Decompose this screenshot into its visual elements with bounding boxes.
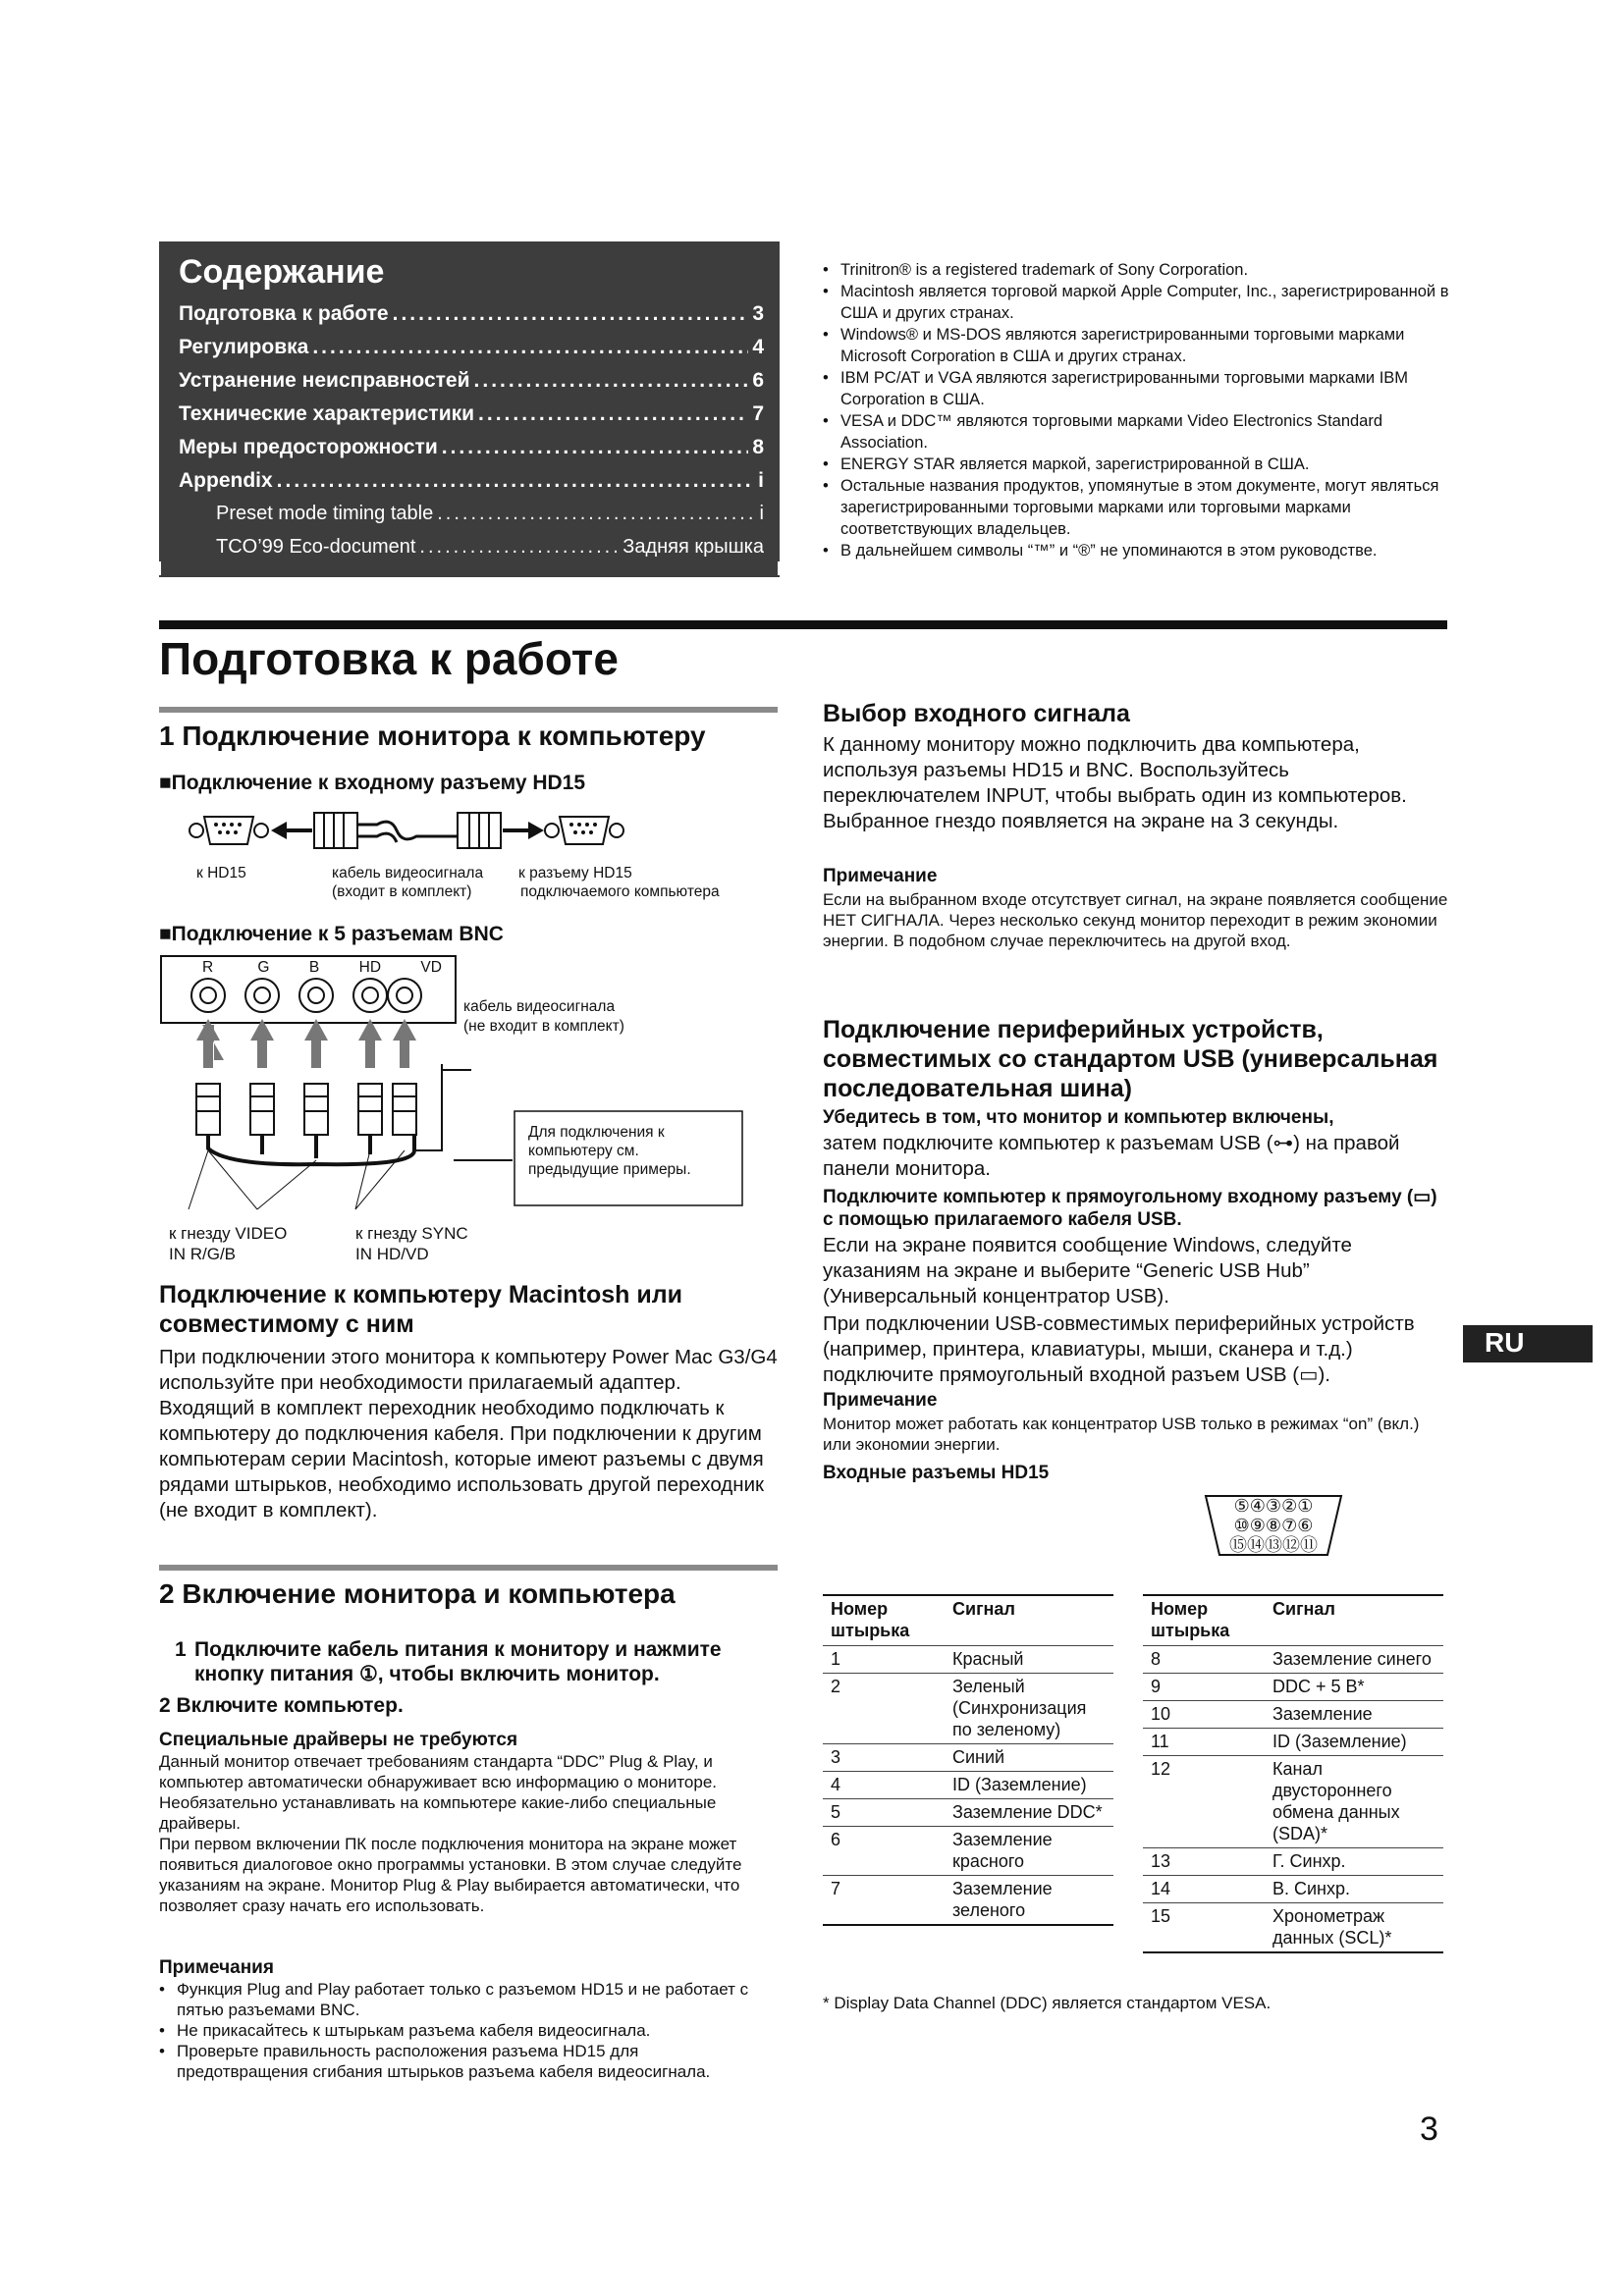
bnc-letter: G (257, 959, 270, 976)
table-row (823, 1827, 1113, 1876)
column-header: Номер штырька (823, 1595, 945, 1646)
usb-heading: Подключение периферийных устройств, совместимых со стандартом USB (универсальная последовательная шина) (823, 1016, 1438, 1102)
pin-cell: 4 (823, 1772, 945, 1799)
video-label: к гнезду VIDEO (169, 1224, 288, 1243)
table-row (1143, 1848, 1443, 1876)
hd15-pins-heading: Входные разъемы HD15 (823, 1463, 1050, 1483)
trademark-list (823, 259, 1451, 561)
note-heading-2: Примечание (823, 1390, 938, 1411)
step-number: 2 (159, 1694, 177, 1717)
pin-table-left (823, 1594, 1113, 1926)
page-number: 3 (1420, 2110, 1438, 2148)
signal-cell: Канал двустороннего обмена данных (SDA)* (1265, 1756, 1443, 1848)
drivers-body-2: При первом включении ПК после подключения монитора на экране может появиться диалоговое окно программы установки. В этом случае следуйте указаниям на экране. Монитор Plug & Play выбирается автоматически, что позволяет сразу начать его использовать. (159, 1835, 742, 1915)
toc-item[interactable] (179, 336, 764, 359)
hd15-connector-icon (1200, 1492, 1347, 1561)
toc-item-label: Регулировка (179, 336, 309, 358)
input-heading: Выбор входного сигнала (823, 700, 1130, 727)
bnc-letter: R (202, 959, 214, 976)
pin-cell: 2 (823, 1674, 945, 1744)
signal-cell: Зеленый (Синхронизация по зеленому) (945, 1674, 1113, 1744)
step-1 (159, 1637, 778, 1686)
trademark-item: • VESA и DDC™ являются торговыми марками Video Electronics Standard Association. (823, 410, 1451, 454)
notes-heading: Примечания (159, 1957, 274, 1978)
toc-item-page: i (758, 469, 764, 492)
signal-cell: DDC + 5 B* (1265, 1674, 1443, 1701)
bnc-letter: VD (420, 959, 442, 976)
signal-cell: Заземление (1265, 1701, 1443, 1729)
toc-item-label: Технические характеристики (179, 402, 475, 425)
pin-cell: 15 (1143, 1903, 1265, 1953)
pin-row: ⑩⑨⑧⑦⑥ (1233, 1516, 1314, 1535)
table-header-row (1143, 1595, 1443, 1646)
table-row (1143, 1701, 1443, 1729)
signal-cell: Заземление синего (1265, 1646, 1443, 1674)
trademark-item: • Macintosh является торговой маркой Apple Computer, Inc., зарегистрированной в США и других странах. (823, 281, 1451, 324)
table-row (823, 1646, 1113, 1674)
drivers-heading: Специальные драйверы не требуются (159, 1730, 518, 1750)
pin-cell: 10 (1143, 1701, 1265, 1729)
pin-cell: 3 (823, 1744, 945, 1772)
usb-instruction-3: При подключении USB-совместимых периферийных устройств (например, принтера, клавиатуры, мыши, сканера и т.д.) подключите прямоугольный входной разъем USB (▭). (823, 1312, 1415, 1386)
section-rule (159, 1565, 778, 1571)
pin-rows (1200, 1496, 1347, 1555)
signal-cell: Заземление DDC* (945, 1799, 1113, 1827)
input-body: К данному монитору можно подключить два компьютера, используя разъемы HD15 и BNC. Воспользуйтесь переключателем INPUT, чтобы выбрать один из компьютеров. Выбранное гнездо появляется на экране на 3 секунды. (823, 733, 1407, 832)
bnc-note-box: Для подключения к компьютеру см. предыдущие примеры. (528, 1124, 691, 1178)
toc-item-page: 4 (752, 336, 764, 358)
trademark-item: • ENERGY STAR является маркой, зарегистрированной в США. (823, 454, 1451, 475)
heading-rule (159, 620, 1447, 629)
table-row (823, 1674, 1113, 1744)
signal-cell: Заземление красного (945, 1827, 1113, 1876)
toc-item-page: i (759, 503, 764, 524)
toc-item-page: 6 (752, 369, 764, 392)
toc-title: Содержание (179, 253, 385, 291)
table-row (1143, 1646, 1443, 1674)
notes-list (159, 1979, 768, 2082)
footnote: * Display Data Channel (DDC) является стандартом VESA. (823, 1994, 1272, 2012)
subsection-heading: ■Подключение к входному разъему HD15 (159, 772, 586, 794)
table-row (823, 1799, 1113, 1827)
table-row (1143, 1729, 1443, 1756)
step-2-text: Включите компьютер. (176, 1694, 404, 1717)
toc-item-page: 7 (752, 402, 764, 425)
bnc-diagram (159, 954, 748, 1249)
hd15-cable-diagram (187, 807, 658, 856)
toc-item-label: Подготовка к работе (179, 302, 389, 325)
mac-heading: Подключение к компьютеру Macintosh или совместимому с ним (159, 1281, 683, 1338)
toc-item-page: 8 (752, 436, 764, 458)
corner-mark (772, 561, 780, 575)
pin-cell: 12 (1143, 1756, 1265, 1848)
toc-item[interactable] (179, 302, 764, 326)
signal-cell: Заземление зеленого (945, 1876, 1113, 1926)
port-sublabel: подключаемого компьютера (520, 883, 720, 900)
pin-cell: 8 (1143, 1646, 1265, 1674)
pin-cell: 9 (1143, 1674, 1265, 1701)
table-row (823, 1744, 1113, 1772)
table-row (823, 1772, 1113, 1799)
usb-instruction-bold-2: Подключите компьютер к прямоугольному входному разъему (▭) с помощью прилагаемого кабеля USB. (823, 1187, 1437, 1230)
toc-item-page: 3 (752, 302, 764, 325)
language-tab-label: RU (1485, 1327, 1525, 1358)
section-heading: 1 Подключение монитора к компьютеру (159, 721, 706, 751)
toc-item[interactable] (179, 402, 764, 426)
table-row (1143, 1903, 1443, 1953)
signal-cell: Хронометраж данных (SCL)* (1265, 1903, 1443, 1953)
signal-cell: В. Синхр. (1265, 1876, 1443, 1903)
trademark-item: • В дальнейшем символы “™” и “®” не упоминаются в этом руководстве. (823, 540, 1451, 561)
page-title: Подготовка к работе (159, 633, 619, 684)
trademark-item: • Trinitron® is a registered trademark of Sony Corporation. (823, 259, 1451, 281)
bnc-letters (177, 958, 442, 977)
toc-item-label: Меры предосторожности (179, 436, 438, 458)
bnc-letter: B (308, 959, 320, 976)
pin-cell: 5 (823, 1799, 945, 1827)
note-item: • Не прикасайтесь к штырькам разъема кабеля видеосигнала. (159, 2020, 768, 2041)
corner-mark (159, 561, 167, 575)
signal-cell: Красный (945, 1646, 1113, 1674)
note-item: • Функция Plug and Play работает только с разъемом HD15 и не работает с пятью разъемами BNC. (159, 1979, 768, 2020)
drivers-body: Данный монитор отвечает требованиям стандарта “DDC” Plug & Play, и компьютер автоматически обнаруживает всю информацию о мониторе. Необязательно устанавливать на компьютере какие-либо специальные драйверы. (159, 1752, 717, 1833)
usb-instruction-bold: Убедитесь в том, что монитор и компьютер включены, (823, 1107, 1334, 1128)
hd15-label: к HD15 (196, 865, 246, 881)
table-row (1143, 1674, 1443, 1701)
toc-item-label: Устранение неисправностей (179, 369, 470, 392)
video-label-2: IN R/G/B (169, 1245, 237, 1263)
trademark-item: • IBM PC/AT и VGA являются зарегистрированными торговыми марками IBM Corporation в США. (823, 367, 1451, 410)
toc-item-label: Appendix (179, 469, 273, 492)
pin-cell: 7 (823, 1876, 945, 1926)
usb-instruction-2: Если на экране появится сообщение Windows, следуйте указаниям на экране и выберите “Generic USB Hub” (Универсальный концентратор USB). (823, 1234, 1352, 1308)
cable-sublabel: (входит в комплект) (332, 883, 472, 900)
pin-table-right (1143, 1594, 1443, 1953)
toc-item-label: Preset mode timing table (216, 503, 434, 524)
column-header: Номер штырька (1143, 1595, 1265, 1646)
note-body-2: Монитор может работать как концентратор USB только в режимах “on” (вкл.) или экономии энергии. (823, 1415, 1420, 1454)
signal-cell: ID (Заземление) (1265, 1729, 1443, 1756)
bnc-letter: HD (358, 959, 382, 976)
note-heading: Примечание (823, 866, 938, 886)
bnc-cable-sublabel: (не входит в комплект) (463, 1018, 624, 1035)
pin-cell: 13 (1143, 1848, 1265, 1876)
language-tab (1463, 1325, 1593, 1362)
table-row (1143, 1876, 1443, 1903)
table-of-contents (159, 241, 780, 577)
toc-item[interactable] (179, 369, 764, 393)
sync-label-2: IN HD/VD (355, 1245, 429, 1263)
trademark-item: • Windows® и MS-DOS являются зарегистрированными торговыми марками Microsoft Corporation в США и других странах. (823, 324, 1451, 367)
subsection-heading: ■Подключение к 5 разъемам BNC (159, 923, 504, 945)
pin-cell: 14 (1143, 1876, 1265, 1903)
pin-cell: 11 (1143, 1729, 1265, 1756)
section-heading: 2 Включение монитора и компьютера (159, 1578, 676, 1609)
section-rule (159, 707, 778, 713)
signal-cell: ID (Заземление) (945, 1772, 1113, 1799)
table-header-row (823, 1595, 1113, 1646)
step-number: 1 (175, 1638, 187, 1661)
toc-subitem[interactable] (216, 536, 764, 559)
toc-item[interactable] (179, 469, 764, 493)
toc-item-label: TCO’99 Eco-document (216, 536, 416, 558)
toc-item-page: Задняя крышка (623, 536, 764, 558)
toc-subitem[interactable] (216, 503, 764, 525)
cable-label: кабель видеосигнала (332, 865, 484, 881)
pin-cell: 6 (823, 1827, 945, 1876)
signal-cell: Г. Синхр. (1265, 1848, 1443, 1876)
step-2 (159, 1694, 404, 1718)
usb-instruction: затем подключите компьютер к разъемам USB (⊶) на правой панели монитора. (823, 1132, 1400, 1180)
note-body: Если на выбранном входе отсутствует сигнал, на экране появляется сообщение НЕТ СИГНАЛА. Через несколько секунд монитор переходит в режим экономии энергии. В подобном случае переключитесь на другой вход. (823, 890, 1448, 950)
table-row (823, 1876, 1113, 1926)
port-label: к разъему HD15 (518, 865, 632, 881)
pin-cell: 1 (823, 1646, 945, 1674)
toc-item[interactable] (179, 436, 764, 459)
sync-label: к гнезду SYNC (355, 1224, 468, 1243)
table-row (1143, 1756, 1443, 1848)
column-header: Сигнал (1265, 1595, 1443, 1646)
note-item: • Проверьте правильность расположения разъема HD15 для предотвращения сгибания штырьков разъема кабеля видеосигнала. (159, 2041, 768, 2082)
signal-cell: Синий (945, 1744, 1113, 1772)
pin-row: ⑮⑭⑬⑫⑪ (1229, 1535, 1318, 1555)
mac-body: При подключении этого монитора к компьютеру Power Mac G3/G4 используйте при необходимости прилагаемый адаптер. Входящий в комплект переходник необходимо подключать к компьютеру до подключения кабеля. При подключении к другим компьютерам серии Macintosh, которые имеют разъемы с двумя рядами штырьков, необходимо использовать другой переходник (не входит в комплект). (159, 1346, 778, 1522)
step-1-text: Подключите кабель питания к монитору и нажмите кнопку питания ①, чтобы включить монитор. (194, 1638, 722, 1685)
pin-row: ⑤④③②① (1233, 1496, 1314, 1516)
bnc-cable-label: кабель видеосигнала (463, 998, 616, 1015)
column-header: Сигнал (945, 1595, 1113, 1646)
trademark-item: • Остальные названия продуктов, упомянутые в этом документе, могут являться зарегистрированными торговыми марками или торговыми марками соответствующих владельцев. (823, 475, 1451, 540)
